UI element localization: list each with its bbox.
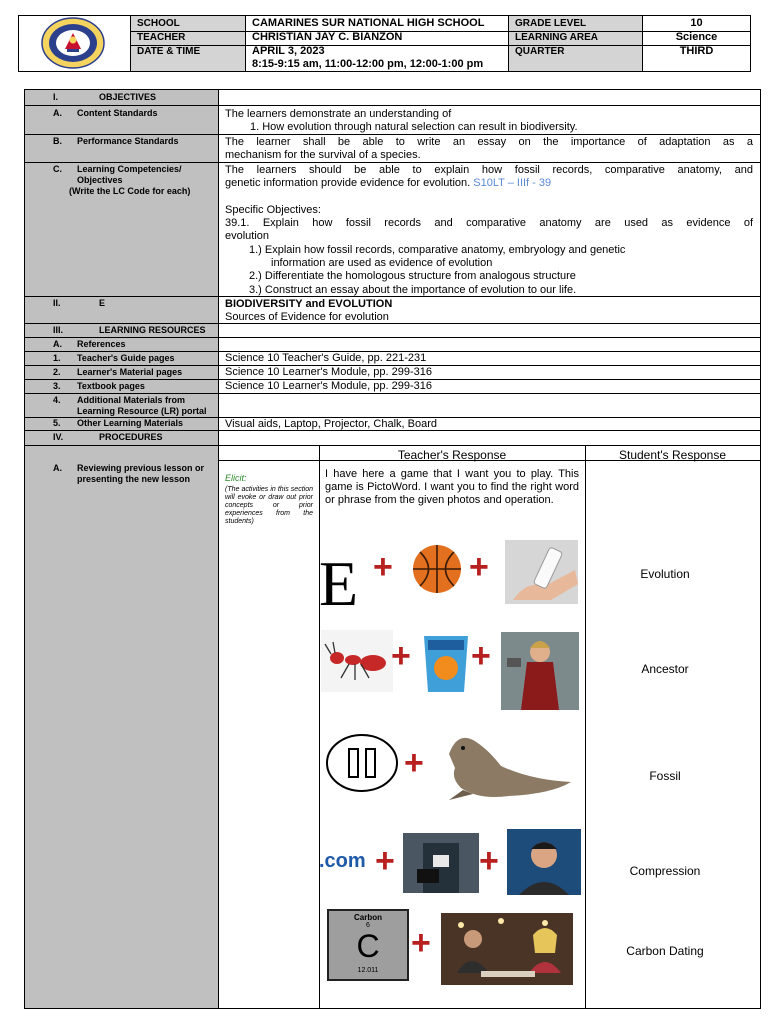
performance-standards-num: B. (53, 136, 62, 146)
grade-level-label: GRADE LEVEL (515, 18, 587, 29)
learning-area-value: Science (675, 31, 718, 43)
procedures-heading: PROCEDURES (99, 432, 163, 442)
performance-standards-line1: The learner shall be able to write an essay on the importance of adaptation as a (225, 136, 753, 148)
content-standards-num: A. (53, 108, 62, 118)
answer-fossil: Fossil (649, 769, 681, 783)
performance-standards-line2: mechanism for the survival of a species. (225, 149, 421, 161)
content-standards-text: The learners demonstrate an understanding of (225, 108, 452, 120)
content-label: E (99, 298, 106, 308)
learners-material-pages: Science 10 Learner's Module, pp. 299-316 (225, 366, 432, 378)
carbon-tile-symbol: C (356, 928, 380, 964)
plus-sign: + (373, 548, 393, 586)
competencies-line2: genetic information provide evidence for evolution. S10LT – IIIf - 39 (225, 177, 552, 189)
resources-heading: LEARNING RESOURCES (99, 325, 206, 335)
carbon-tile-name: Carbon (354, 913, 382, 922)
plus-sign: + (479, 842, 499, 880)
header-table (18, 15, 751, 72)
plus-sign: + (375, 842, 395, 880)
header-values-right (643, 16, 750, 71)
carbon-tile-mass: 12.011 (357, 967, 379, 974)
lotion-hand-image (505, 540, 578, 604)
learners-material-label: Learner's Material pages (77, 367, 183, 377)
seal-animal-image (439, 728, 579, 808)
plus-sign: + (471, 637, 491, 675)
objectives-num: I. (53, 92, 59, 102)
other-materials-list: Visual aids, Laptop, Projector, Chalk, Board (225, 418, 437, 430)
label-column (25, 90, 219, 1008)
dating-couple-image (441, 913, 573, 985)
textbook-pages: Science 10 Learner's Module, pp. 299-316 (225, 380, 432, 392)
teachers-guide-num: 1. (53, 353, 61, 363)
content-standards-item: 1. How evolution through natural selection can result in biodiversity. (250, 121, 578, 133)
references-label: References (77, 339, 126, 349)
references-num: A. (53, 339, 62, 349)
plus-sign: + (469, 548, 489, 586)
lesson-plan-table (24, 89, 761, 1009)
press-photo-image (403, 833, 479, 893)
objective-1: 1.) Explain how fossil records, comparative anatomy, embryology and genetic (249, 244, 626, 256)
chips-bag-image (420, 632, 472, 694)
performance-standards-label: Performance Standards (77, 136, 179, 146)
teachers-guide-pages: Science 10 Teacher's Guide, pp. 221-231 (225, 352, 427, 364)
thor-image (501, 632, 579, 710)
competencies-line1: The learners should be able to explain how fossil records, comparative anatomy, and (225, 164, 753, 176)
teacher-label: TEACHER (137, 32, 186, 43)
textbook-num: 3. (53, 381, 61, 391)
teacher-name: CHRISTIAN JAY C. BIANZON (252, 31, 403, 43)
teachers-response-header: Teacher's Response (397, 448, 507, 462)
specific-objective-391: 39.1. Explain how fossil records and comparative anatomy are used as evidence of (225, 217, 753, 229)
lesson-times: 8:15-9:15 am, 11:00-12:00 pm, 12:00-1:00 pm (252, 58, 484, 70)
additional-materials-num: 4. (53, 395, 61, 405)
lesson-date: APRIL 3, 2023 (252, 45, 325, 57)
ant-image (321, 630, 393, 692)
objective-2: 2.) Differentiate the homologous structure from analogous structure (249, 270, 576, 282)
competencies-num: C. (53, 164, 62, 174)
answer-carbon-dating: Carbon Dating (626, 944, 704, 958)
learners-material-num: 2. (53, 367, 61, 377)
person-photo-image (507, 829, 581, 895)
content-num: II. (53, 298, 61, 308)
plus-sign: + (411, 924, 431, 962)
carbon-tile-number: 6 (366, 922, 370, 929)
deped-seal-logo (41, 17, 105, 69)
pictoword-instructions: I have here a game that I want you to play. This game is PictoWord. I want you to find the right word or phrase from the given photos and operation. (325, 468, 579, 506)
content-title: BIODIVERSITY and EVOLUTION (225, 298, 393, 310)
procedures-num: IV. (53, 432, 64, 442)
school-name: CAMARINES SUR NATIONAL HIGH SCHOOL (252, 17, 485, 29)
resources-num: III. (53, 325, 64, 335)
objectives-heading: OBJECTIVES (99, 92, 157, 102)
step-a-label: Reviewing previous lesson or presenting the new lesson (77, 463, 205, 484)
answer-evolution: Evolution (640, 567, 690, 581)
objective-3: 3.) Construct an essay about the importance of evolution to our life. (249, 284, 577, 296)
header-labels (131, 16, 246, 71)
lc-code: S10LT – IIIf - 39 (473, 177, 552, 189)
competencies-label: Learning Competencies/ Objectives (77, 164, 182, 185)
plus-sign: + (404, 744, 424, 782)
content-subtitle: Sources of Evidence for evolution (225, 311, 389, 323)
learning-area-label: LEARNING AREA (515, 32, 598, 43)
specific-objectives-heading: Specific Objectives: (225, 204, 321, 216)
school-label: SCHOOL (137, 18, 180, 29)
competencies-lc-note: (Write the LC Code for each) (69, 186, 191, 196)
additional-materials-label: Additional Materials from Learning Resource (LR) portal (77, 395, 207, 416)
other-materials-label: Other Learning Materials (77, 418, 184, 428)
teachers-guide-label: Teacher's Guide pages (77, 353, 175, 363)
grade-level-value: 10 (690, 17, 703, 29)
plus-sign: + (391, 637, 411, 675)
dotcom-text: .com (319, 850, 366, 872)
carbon-element-tile (327, 909, 409, 981)
other-materials-num: 5. (53, 418, 61, 428)
quarter-value: THIRD (679, 45, 714, 57)
content-standards-label: Content Standards (77, 108, 158, 118)
basketball-image (408, 543, 466, 595)
specific-objective-391-cont: evolution (225, 230, 270, 242)
objective-1-cont: information are used as evidence of evolution (271, 257, 493, 269)
quarter-label: QUARTER (515, 46, 565, 57)
students-response-header: Student's Response (618, 448, 727, 462)
pause-icon (325, 733, 399, 793)
textbook-label: Textbook pages (77, 381, 145, 391)
header-labels-right (509, 16, 643, 71)
elicit-note: (The activities in this section will evoke or draw out prior concepts or prior experiences from the students) (225, 486, 313, 525)
answer-compression: Compression (629, 864, 701, 878)
date-time-label: DATE & TIME (137, 46, 201, 57)
letter-e-glyph: E (319, 548, 359, 619)
header-values (246, 16, 509, 71)
step-a-num: A. (53, 463, 62, 473)
logo-cell (19, 16, 131, 71)
elicit-label: Elicit: (225, 473, 247, 483)
answer-ancestor: Ancestor (641, 662, 689, 676)
